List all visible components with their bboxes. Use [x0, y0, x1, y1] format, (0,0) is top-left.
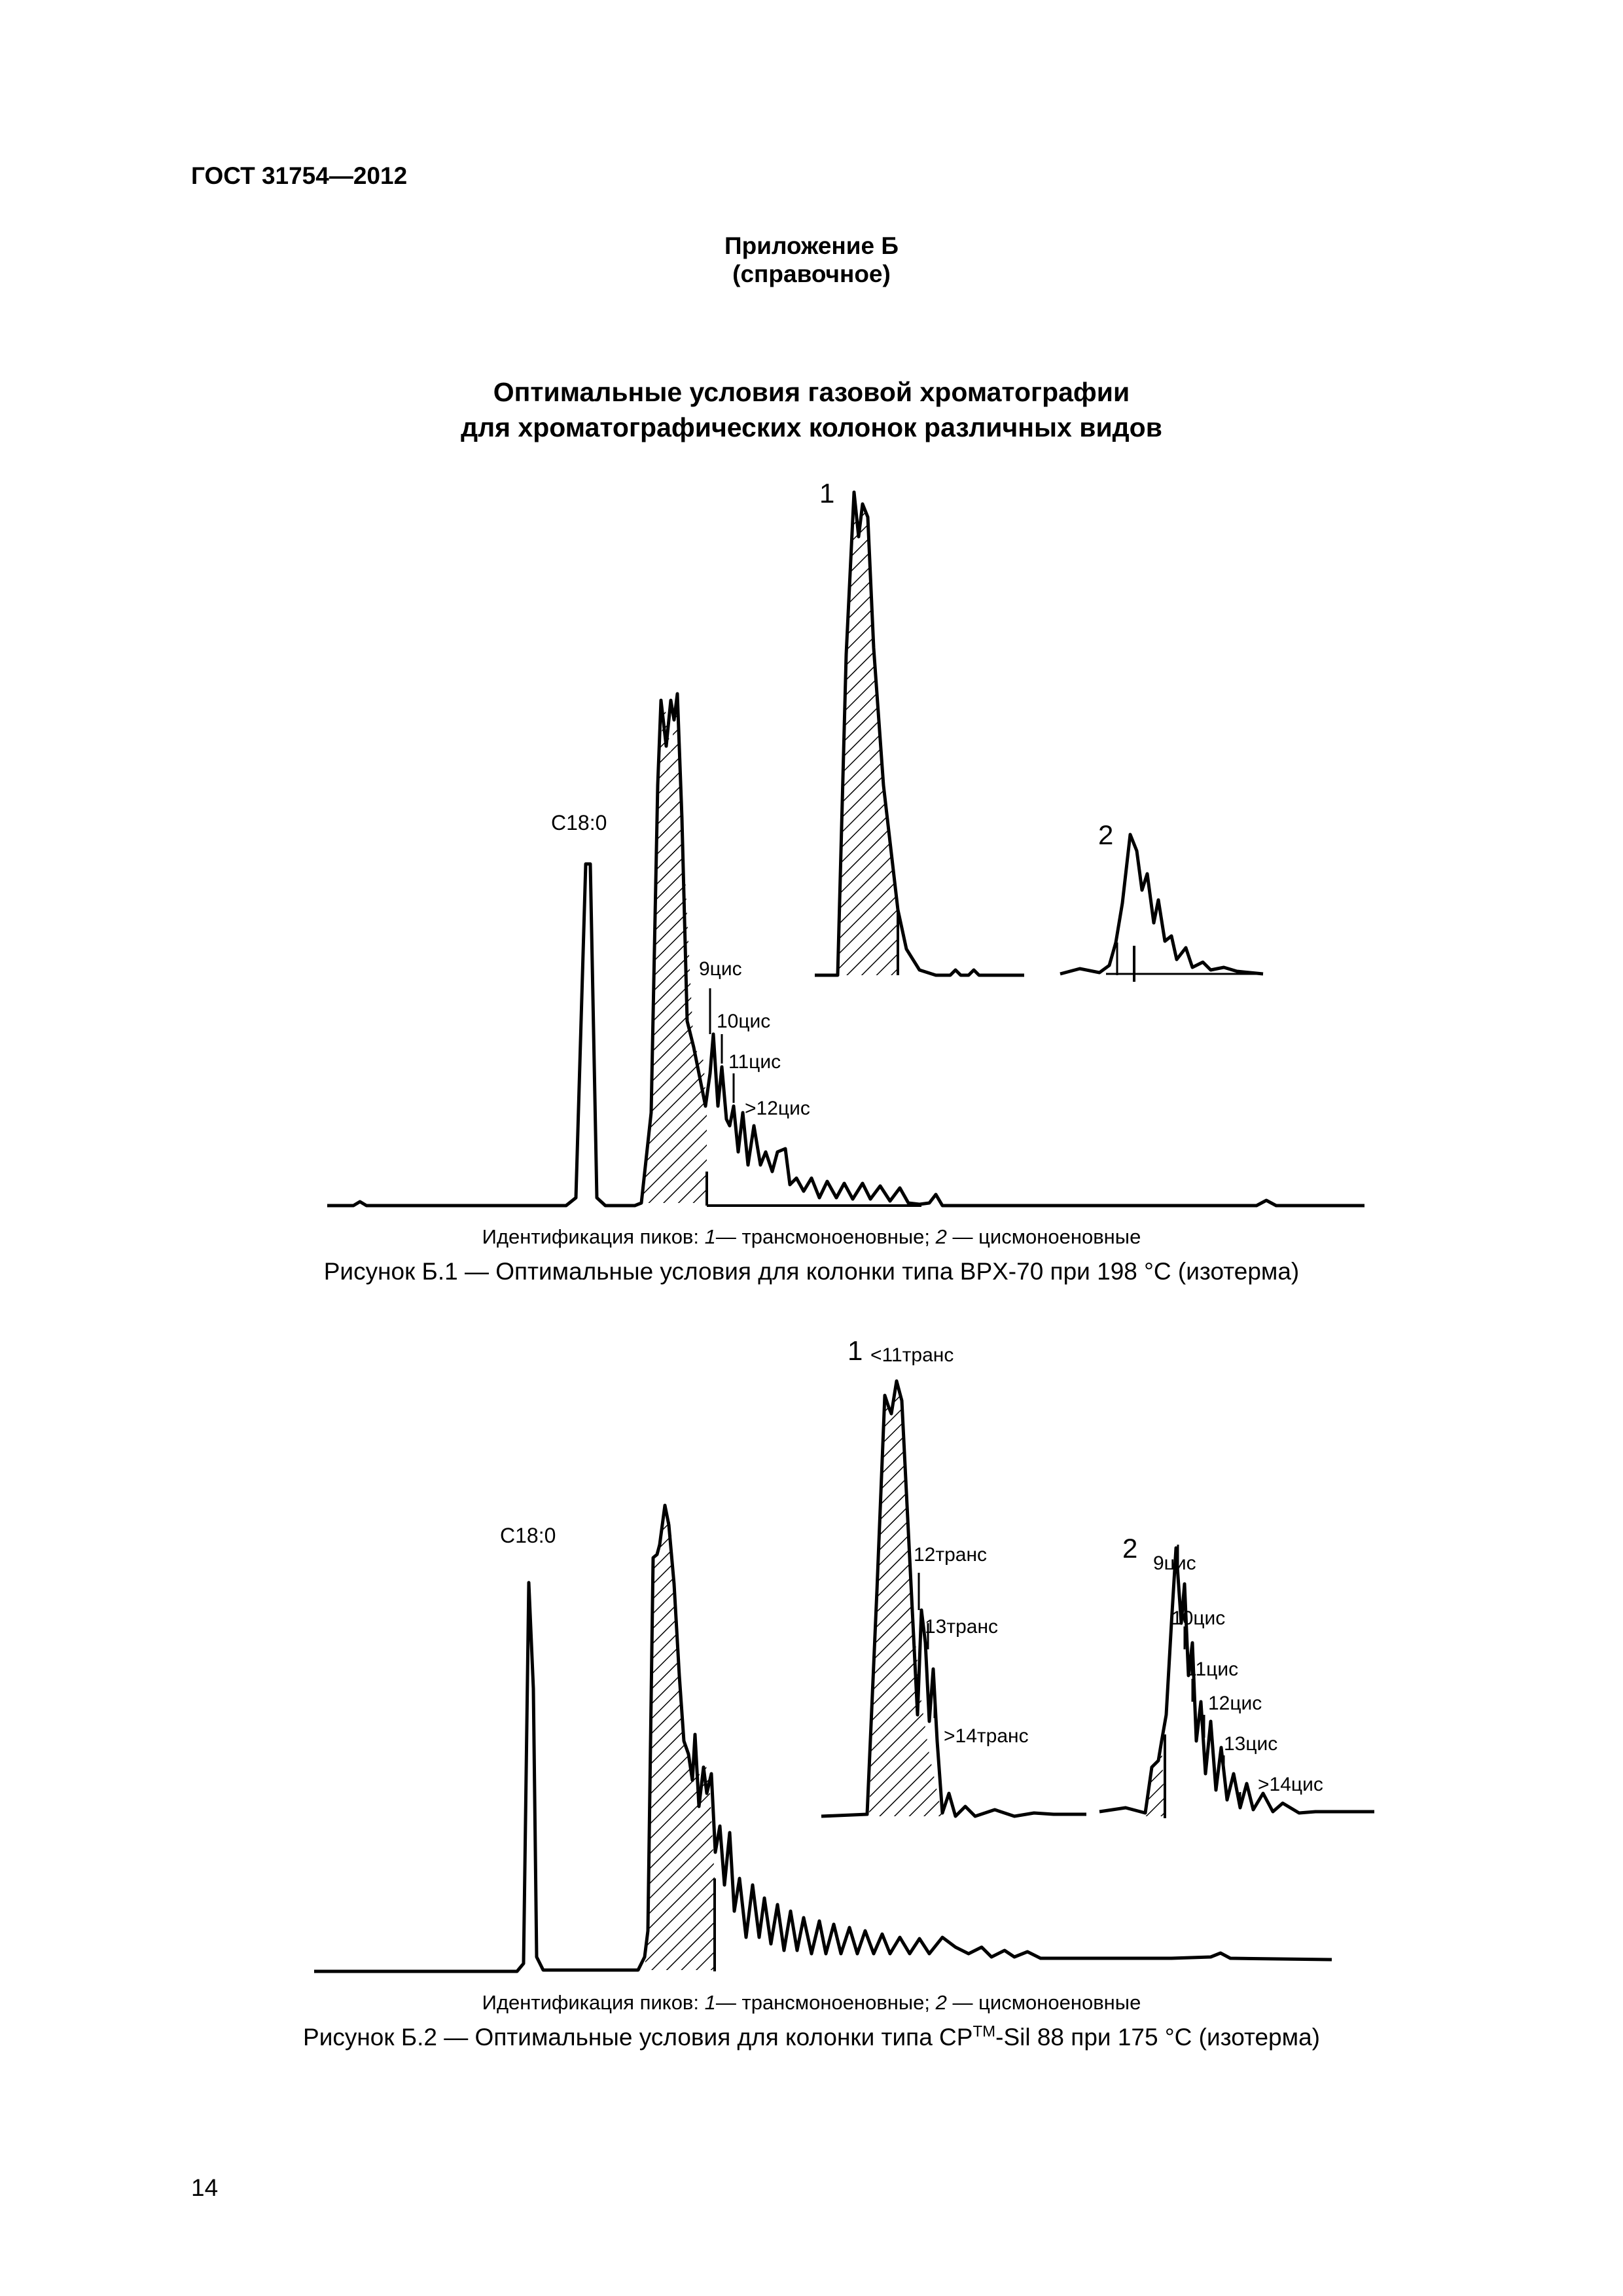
- figure2-label-c18: C18:0: [500, 1524, 556, 1547]
- figure1-caption: Рисунок Б.1 — Оптимальные условия для колонки типа BPX-70 при 198 °C (изотерма): [323, 1258, 1300, 1285]
- figure1-label-cis12: >12цис: [745, 1098, 810, 1119]
- figure2-label-trans13: 13транс: [925, 1616, 999, 1638]
- figure2-label-trans12: 12транс: [914, 1544, 988, 1566]
- figure2-caption: Рисунок Б.2 — Оптимальные условия для колонки типа CP™-Sil 88 при 175 °C (изотерма): [303, 2022, 1320, 2051]
- figure1-inset1-hatched: [838, 492, 898, 975]
- figure2-label-trans11: <11транс: [870, 1344, 954, 1366]
- figure2-inset2-trace: [1099, 1548, 1374, 1813]
- figure1-inset2-number: 2: [1098, 819, 1114, 850]
- figure1-label-c18: C18:0: [551, 811, 607, 834]
- figure2-inset2-number: 2: [1122, 1533, 1138, 1564]
- appendix-title: Приложение Б: [724, 232, 899, 259]
- appendix-status: (справочное): [732, 260, 891, 287]
- figure1-chromatogram: [0, 458, 1623, 1217]
- figure2-label-trans14: >14транс: [944, 1725, 1029, 1747]
- section-title-line2: для хроматографических колонок различных видов: [461, 412, 1162, 442]
- figure1-legend: Идентификация пиков: 1— трансмоноеновные; 2 — цисмоноеновные: [482, 1225, 1141, 1248]
- figure2-chromatogram: [0, 1322, 1623, 1983]
- figure2-label-cis12: 12цис: [1208, 1693, 1262, 1714]
- figure2-inset1-number: 1: [847, 1335, 863, 1366]
- figure2-label-cis13: 13цис: [1224, 1733, 1278, 1755]
- figure2-label-cis9: 9цис: [1153, 1552, 1196, 1574]
- figure1-label-cis9: 9цис: [699, 958, 742, 980]
- page-number: 14: [191, 2174, 219, 2201]
- figure2-label-cis14: >14цис: [1258, 1774, 1323, 1795]
- figure2-label-cis11: 11цис: [1186, 1659, 1239, 1680]
- figure2-inset1-hatched: [869, 1381, 942, 1816]
- section-title-line1: Оптимальные условия газовой хроматографии: [493, 377, 1130, 407]
- figure1-label-cis10: 10цис: [717, 1011, 771, 1032]
- standard-code: ГОСТ 31754—2012: [191, 162, 408, 189]
- figure1-inset1-number: 1: [819, 478, 835, 509]
- figure1-inset2-trace: [1060, 834, 1263, 974]
- figure2-label-cis10: 10цис: [1171, 1607, 1226, 1629]
- figure2-legend: Идентификация пиков: 1— трансмоноеновные; 2 — цисмоноеновные: [482, 1991, 1141, 2014]
- figure1-label-cis11: 11цис: [728, 1051, 781, 1073]
- figure2-hatched-peak: [645, 1505, 715, 1970]
- figure2-inset1-trace: [821, 1381, 1086, 1816]
- figure2-inset2-hatched: [1145, 1744, 1165, 1816]
